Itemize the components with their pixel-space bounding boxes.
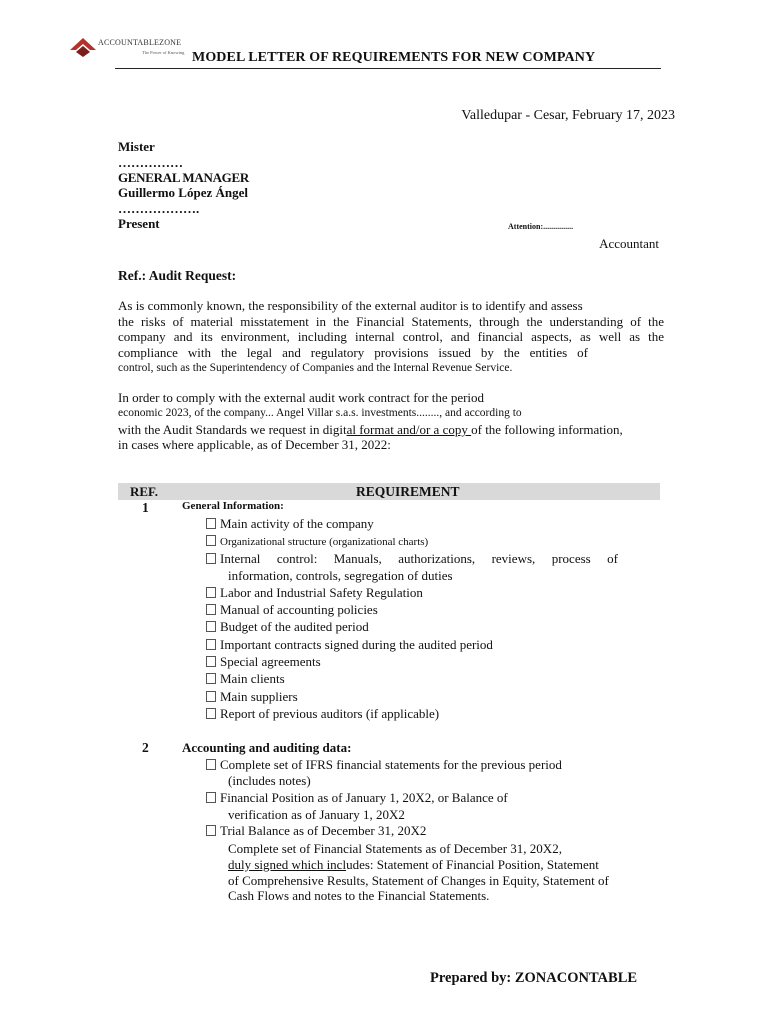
list-item: Main suppliers: [206, 689, 298, 704]
para1-line: company and its environment, including internal control, and financial aspects, as well as the: [118, 329, 664, 344]
checkbox-icon: [206, 553, 216, 564]
list-item: Report of previous auditors (if applicable): [206, 706, 439, 721]
recipient-position: GENERAL MANAGER: [118, 170, 249, 185]
list-item: Main activity of the company: [206, 516, 374, 531]
para1-line: As is commonly known, the responsibility of the external auditor is to identify and assess: [118, 298, 583, 313]
checkbox-icon: [206, 759, 216, 770]
section-title: General Information:: [182, 500, 284, 512]
recipient-name: Guillermo López Ángel: [118, 185, 248, 200]
list-item: Budget of the audited period: [206, 619, 369, 634]
list-item-continuation: verification as of January 1, 20X2: [228, 807, 405, 822]
list-item: Main clients: [206, 671, 285, 686]
para2-underlined: al format and/or a copy: [346, 422, 472, 437]
recipient-present: Present: [118, 216, 160, 231]
document-title: MODEL LETTER OF REQUIREMENTS FOR NEW COMPANY: [192, 50, 596, 65]
para1-line: the risks of material misstatement in the Financial Statements, through the understanding of the: [118, 314, 664, 329]
checkbox-icon: [206, 656, 216, 667]
checkbox-icon: [206, 535, 216, 546]
recipient-salutation: Mister: [118, 139, 155, 154]
para1-line: control, such as the Superintendency of Companies and the Internal Revenue Service.: [118, 362, 513, 374]
section-title: Accounting and auditing data:: [182, 740, 352, 755]
checkbox-icon: [206, 639, 216, 650]
recipient-placeholder: ……………: [118, 155, 183, 170]
logo-brand: ACCOUNTABLEZONE: [98, 38, 182, 47]
para2-line: in cases where applicable, as of December 31, 2022:: [118, 437, 391, 452]
para1-line: compliance with the legal and regulatory provisions issued by the entities of: [118, 345, 588, 360]
reference-line: Ref.: Audit Request:: [118, 268, 237, 283]
checkbox-icon: [206, 518, 216, 529]
column-header-requirement: REQUIREMENT: [356, 484, 460, 499]
logo-tagline: The Power of Knowing: [142, 50, 185, 55]
attention-line: Attention:...............: [508, 222, 574, 231]
checkbox-icon: [206, 587, 216, 598]
list-item-text: of Comprehensive Results, Statement of Changes in Equity, Statement of: [228, 873, 609, 888]
para2-line: economic 2023, of the company... Angel Villar s.a.s. investments........, and according to: [118, 407, 522, 419]
para2-line: In order to comply with the external audit work contract for the period: [118, 390, 485, 405]
list-item: Complete set of IFRS financial statements for the previous period: [206, 757, 562, 772]
list-item: Trial Balance as of December 31, 20X2: [206, 823, 426, 838]
logo-mark-icon: [70, 36, 96, 58]
list-item-continuation: information, controls, segregation of duties: [228, 568, 453, 583]
checkbox-icon: [206, 691, 216, 702]
list-item: Organizational structure (organizational charts): [206, 535, 428, 550]
checkbox-icon: [206, 825, 216, 836]
checkbox-icon: [206, 604, 216, 615]
list-item: Labor and Industrial Safety Regulation: [206, 585, 423, 600]
checkbox-icon: [206, 708, 216, 719]
section-number: 1: [142, 500, 149, 515]
recipient-placeholder-2: ……………….: [118, 201, 200, 216]
list-item-text: Complete set of Financial Statements as of December 31, 20X2,: [228, 841, 562, 856]
para2-line-3: [118, 422, 664, 437]
place-date: Valledupar - Cesar, February 17, 2023: [461, 108, 675, 123]
para2-text: of the following information,: [471, 422, 623, 437]
section-number: 2: [142, 740, 149, 755]
list-item-continuation: (includes notes): [228, 773, 311, 788]
prepared-by: Prepared by: ZONACONTABLE: [430, 970, 638, 986]
list-item: Financial Position as of January 1, 20X2, or Balance of: [206, 790, 508, 805]
list-item-text: Cash Flows and notes to the Financial Statements.: [228, 888, 490, 903]
company-logo: [70, 36, 190, 60]
list-item: Important contracts signed during the audited period: [206, 637, 493, 652]
checkbox-icon: [206, 792, 216, 803]
checkbox-icon: [206, 621, 216, 632]
column-header-ref: REF.: [130, 484, 159, 499]
attention-accountant: Accountant: [599, 236, 659, 251]
list-item: Internal control: Manuals, authorizations, reviews, process of: [206, 551, 618, 566]
requirements-table-header: [118, 483, 660, 500]
list-item: Manual of accounting policies: [206, 602, 378, 617]
list-item: Special agreements: [206, 654, 321, 669]
title-divider: [115, 68, 661, 69]
list-item-text: duly signed which includes: Statement of Financial Position, Statement: [228, 857, 599, 872]
para2-text: with the Audit Standards we request in digit: [118, 422, 347, 437]
checkbox-icon: [206, 673, 216, 684]
